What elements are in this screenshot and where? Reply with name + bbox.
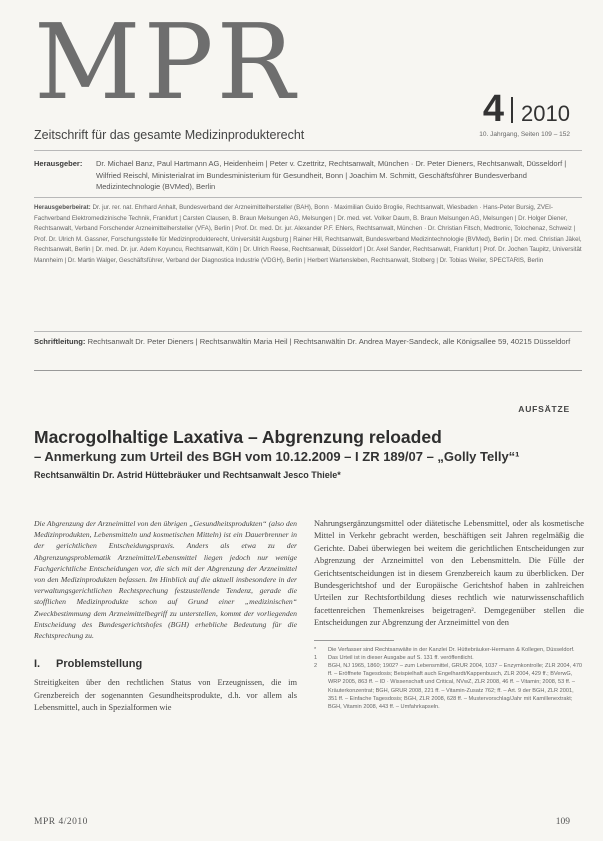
advisory-board-text: Dr. jur. rer. nat. Ehrhard Anhalt, Bundesverband der Arzneimittelhersteller (BAH), Bonn · Maximilian Guido Broglie, Rechtsanwalt, Wiesbaden · Hans-Peter Bursig, ZVEI-Fachverband Elektromedizinische Technik, Frankfurt | Carsten Clausen, B. Braun Melsungen AG, Melsungen | Dr. med. vet. Volker Daum, B. Braun Melsungen AG, Melsungen | Dr. Holger Diener, Rechtsanwalt, Verband Forschender Arzneimittelhersteller (VFA), Berlin | Prof. Dr. med. Dr. jur. Alexander P.F. Ehlers, Rechtsanwalt, München · Dr. Christian Fitsch, Medtronic, Tolochenaz, Schweiz | Prof. Dr. Ulrich M. Gassner, Forschungsstelle für Medizinprodukterecht, Universität Augsburg | Rainer Hill, Rechtsanwalt, Bundesverband Medizintechnologie (BVMed), Berlin | Dr. med. Christian Jäkel, Rechtsanwalt, Berlin | Dr. med. Dr. jur. Adem Koyuncu, Rechtsanwalt, Köln | Dr. Ulrich Reese, Rechtsanwalt, Düsseldorf | Dr. Axel Sander, Rechtsanwalt, Frankfurt | Prof. Dr. Jochen Taupitz, Universität Mannheim | Dr. Martin Walger, Geschäftsführer, Verband der Diagnostica Industrie (VDGH), Berlin | Herbert Wartensleben, Rechtsanwalt, Stolberg | Dr. Tobias Weiler, SPECTARIS, Berlin [34, 204, 582, 264]
left-column [34, 518, 297, 714]
journal-logo: MPR [34, 1, 298, 123]
body-paragraph: Streitigkeiten über den rechtlichen Status von Erzeugnissen, die im Grenzbereich der sogenannten Gesundheitsprodukte, d.h. vor allem als Lebensmittel, auch in Spezialformen wie [34, 678, 297, 713]
footnote-text: Die Verfasser sind Rechtsanwälte in der Kanzlei Dr. Hüttebräuker-Hermann & Kollegen, Düsseldorf. [328, 646, 575, 653]
journal-subtitle: Zeitschrift für das gesamte Medizinprodukterecht [34, 128, 305, 142]
footnote [314, 654, 584, 662]
section-tag: AUFSÄTZE [518, 404, 570, 414]
publishers-label: Herausgeber: [34, 159, 83, 168]
publishers-text: Dr. Michael Banz, Paul Hartmann AG, Heidenheim | Peter v. Czettritz, Rechtsanwalt, München · Dr. Peter Dieners, Rechtsanwalt, Düsseldorf | Wilfried Reischl, Ministerialrat im Bundesministerium für Gesundheit, Bonn | Joachim M. Schmitt, Geschäftsführer Bundesverband Medizintechnologie (BVMed), Berlin [96, 159, 567, 191]
section-heading-text: Problemstellung [56, 658, 143, 671]
issue-divider [511, 97, 513, 123]
footnote-mark: 2 [314, 663, 318, 670]
divider [34, 150, 582, 151]
footer-issue: MPR 4/2010 [34, 817, 88, 827]
section-number: I. [34, 658, 41, 671]
section-heading [34, 658, 297, 670]
issue-label [482, 88, 570, 130]
editorial-label: Schriftleitung: [34, 337, 86, 346]
article-abstract: Die Abgrenzung der Arzneimittel von den übrigen „Gesundheitsprodukten“ (also den Medizinprodukten, Lebensmitteln und kosmetischen Mitteln) ist ein Dauerbrenner in der gerichtlichen Entscheidungspraxis. Anders als etwa zu der Abgrenzungsproblematik Arzneimittel/Lebensmittel liegen jedoch nur wenige Fachgerichtliche Entscheidungen vor, die sich mit der Abgrenzung der Arzneimittel von den Medizinprodukten befassen. Im Hinblick auf die aktuell insbesondere in der verwaltungsgerichtlichen Rechtsprechung festzustellende Tendenz, gerade die stofflichen Medizinprodukte schon auf Grund einer „medizinischen“ Zweckbestimmung dem Arzneimittelbegriff zu unterstellen, kommt der vorliegenden Entscheidung des Bundesgerichtshofes (BGH) erhebliche Bedeutung für die Rechtsprechung zu. [34, 519, 297, 641]
footnote [314, 646, 584, 654]
advisory-board-label: Herausgeberbeirat: [34, 204, 91, 211]
issue-year: 2010 [521, 101, 570, 126]
article-subtitle: – Anmerkung zum Urteil des BGH vom 10.12.2009 – I ZR 189/07 – „Golly Telly“¹ [34, 449, 520, 464]
footnote [314, 662, 584, 711]
divider [34, 331, 582, 332]
footnote-mark: 1 [314, 654, 318, 661]
footnotes [314, 646, 584, 712]
body-paragraph: Nahrungsergänzungsmittel oder diätetische Lebensmittel, oder als kosmetische Mittel in Verkehr gebracht werden, beschäftigen seit Jahren regelmäßig die Gerichte. Dabei überwiegen bei weitem die gerichtlichen Entscheidungen zur Abgrenzung der Arzneimittel von den Lebensmitteln. Die Fülle der Gerichtsentscheidungen ist in diesem Grenzbereich kaum zu überblicken. Der Bundesgerichtshof und der Europäische Gerichtshof haben in zahlreichen Urteilen zur Rechtsfortbildung dieses rechtlich wie naturwissenschaftlich facettenreichen Themenkreises beigetragen². Demgegenüber stellen die Entscheidungen zur Abgrenzung der Arzneimittel von den [314, 519, 584, 628]
volume-info: 10. Jahrgang, Seiten 109 – 152 [479, 131, 570, 138]
divider [34, 197, 582, 198]
footnote-mark: * [314, 646, 317, 653]
advisory-board-block [34, 203, 582, 267]
editorial-block [34, 336, 582, 348]
article-title: Macrogolhaltige Laxativa – Abgrenzung reloaded [34, 427, 442, 447]
footnote-rule [314, 640, 394, 641]
issue-number: 4 [482, 88, 505, 130]
editorial-text: Rechtsanwalt Dr. Peter Dieners | Rechtsanwältin Maria Heil | Rechtsanwältin Dr. Andrea Mayer-Sandeck, alle Königsallee 59, 40215 Düsseldorf [87, 337, 571, 346]
footnote-text: Das Urteil ist in dieser Ausgabe auf S. 131 ff. veröffentlicht. [328, 654, 474, 661]
divider [34, 370, 582, 371]
article-authors: Rechtsanwältin Dr. Astrid Hüttebräuker und Rechtsanwalt Jesco Thiele* [34, 470, 341, 480]
page-number: 109 [555, 817, 570, 827]
right-column [314, 518, 584, 711]
publishers-block [34, 158, 582, 193]
footnote-text: BGH, NJ 1965, 1860; 1902? – zum Lebensmittel, GRUR 2004, 1037 – Enzymkontrolle; ZLR 2004, 470 ff. – Eröffnete Tagesdosis; Beispielhaft auch Engelhardt/Kappenbusch, ZLR 2004, 429 ff.; BVerwG, WRP 2005, 863 ff. – ID · Wissenschaft und Critical, NVwZ, ZLR 2008, 46 ff. – Vitamin; 2008, 53 ff. – Kräuterkonzentrat; BGH, GRUR 2008, 221 ff. – Vitamin-Zusatz 762; ff. – Art. 9 der BGH, ZLR 2001, 351 ff. – Einfache Tagesdosis; BGH, ZLR 2008, 628 ff. – Mustervorschlag/Jahr mit Kamillenextrakt; BGH, Vitamin 2008, 443 ff. – Umfahrkapseln. [328, 663, 583, 711]
